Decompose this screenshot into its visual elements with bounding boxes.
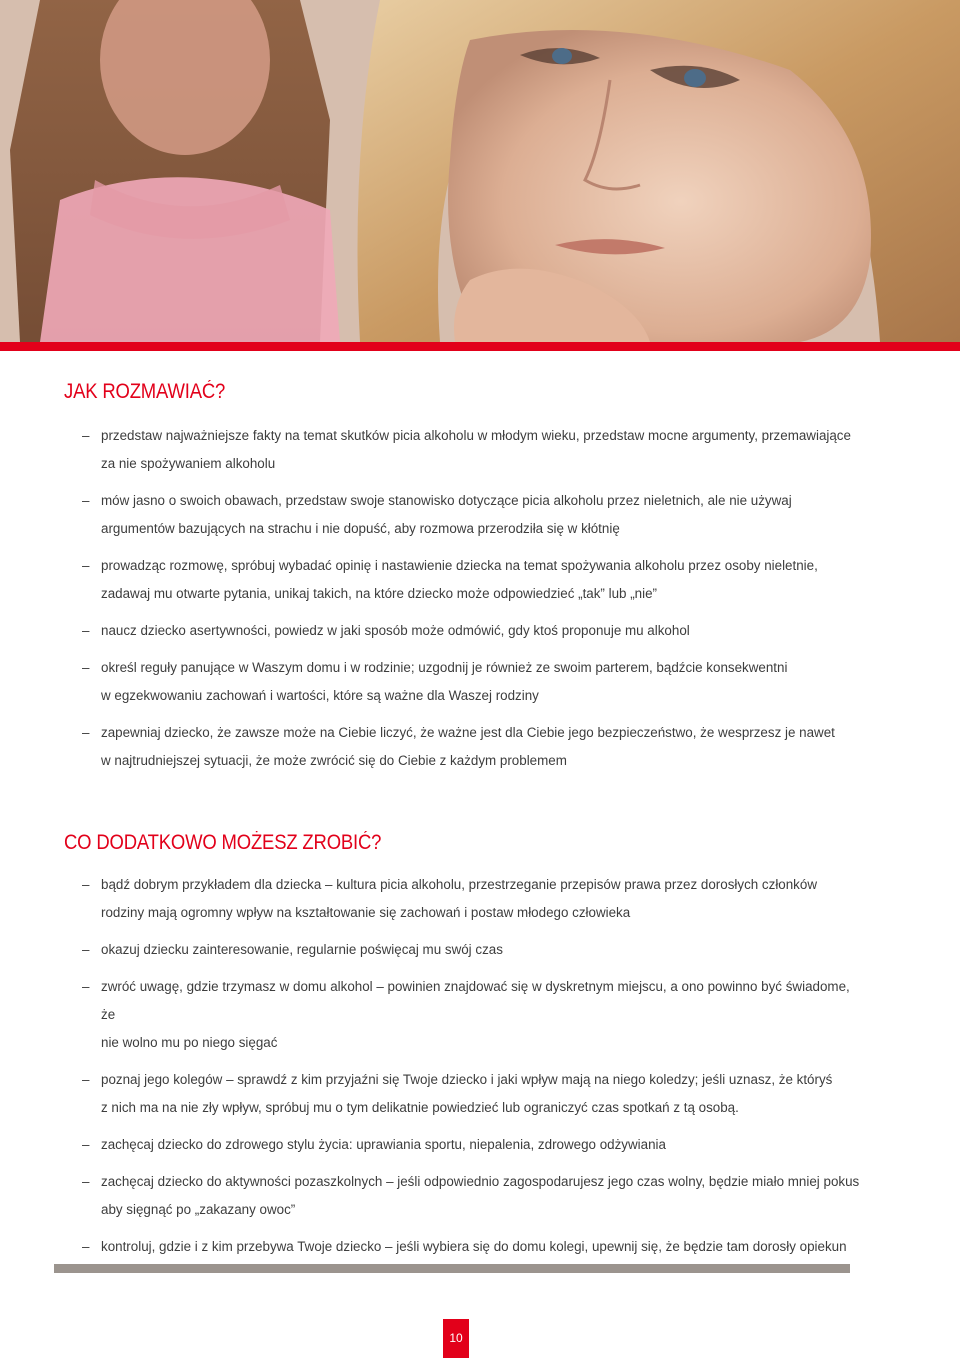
dash-bullet: – [82,428,90,443]
list-item: – poznaj jego kolegów – sprawdź z kim przyjaźni się Twoje dziecko i jaki wpływ mają na niego koledzy; jeśli uznasz, że któryś z nich ma na nie zły wpływ, spróbuj mu o tym delikatnie powiedzieć lub ograniczyć czas spotkań z tą osobą. [0,1066,861,1122]
background-girl-shirt [40,177,340,342]
dash-bullet: – [82,725,90,740]
dash-bullet: – [82,660,90,675]
hero-photo [0,0,960,342]
list-item: – przedstaw najważniejsze fakty na temat skutków picia alkoholu w młodym wieku, przedstaw mocne argumenty, przemawiające za nie spożywaniem alkoholu [0,422,861,478]
list-item: – kontroluj, gdzie i z kim przebywa Twoje dziecko – jeśli wybiera się do domu kolegi, upewnij się, że będzie tam dorosły opiekun [0,1233,861,1261]
footer-divider [54,1264,850,1273]
dash-bullet: – [82,623,90,638]
dash-bullet: – [82,877,90,892]
how-to-talk-list [0,422,861,775]
dash-bullet: – [82,942,90,957]
dash-bullet: – [82,979,90,994]
list-item: – określ reguły panujące w Waszym domu i w rodzinie; uzgodnij je również ze swoim parterem, bądźcie konsekwentni w egzekwowaniu zachowań i wartości, które są ważne dla Waszej rodziny [0,654,861,710]
dash-bullet: – [82,558,90,573]
page-number: 10 [443,1319,469,1358]
dash-bullet: – [82,1174,90,1189]
section-title-how-to-talk: JAK ROZMAWIAĆ? [64,380,226,403]
what-else-list [0,871,861,1261]
accent-bar [0,342,960,351]
dash-bullet: – [82,1239,90,1254]
list-item: – zachęcaj dziecko do aktywności pozaszkolnych – jeśli odpowiednio zagospodarujesz jego czas wolny, będzie miało mniej pokus aby sięgnąć po „zakazany owoc” [0,1168,861,1224]
list-item: – zwróć uwagę, gdzie trzymasz w domu alkohol – powinien znajdować się w dyskretnym miejscu, a ono powinno być świadome, że nie wolno mu po niego sięgać [0,973,861,1057]
dash-bullet: – [82,1137,90,1152]
section-title-what-else: CO DODATKOWO MOŻESZ ZROBIĆ? [64,831,382,854]
list-item: – prowadząc rozmowę, spróbuj wybadać opinię i nastawienie dziecka na temat spożywania alkoholu przez osoby nieletnie, zadawaj mu otwarte pytania, unikaj takich, na które dziecko może odpowiedzieć „tak” lub „nie” [0,552,861,608]
list-item: – zapewniaj dziecko, że zawsze może na Ciebie liczyć, że ważne jest dla Ciebie jego bezpieczeństwo, że wesprzesz je nawet w najtrudniejszej sytuacji, że może zwrócić się do Ciebie z każdym problemem [0,719,861,775]
hero-illustration [0,0,960,342]
dash-bullet: – [82,1072,90,1087]
list-item: – zachęcaj dziecko do zdrowego stylu życia: uprawiania sportu, niepalenia, zdrowego odżywiania [0,1131,861,1159]
list-item: – bądź dobrym przykładem dla dziecka – kultura picia alkoholu, przestrzeganie przepisów prawa przez dorosłych członków rodziny mają ogromny wpływ na kształtowanie się zachowań i postaw młodego człowieka [0,871,861,927]
list-item: – okazuj dziecku zainteresowanie, regularnie poświęcaj mu swój czas [0,936,861,964]
list-item: – naucz dziecko asertywności, powiedz w jaki sposób może odmówić, gdy ktoś proponuje mu alkohol [0,617,861,645]
dash-bullet: – [82,493,90,508]
list-item: – mów jasno o swoich obawach, przedstaw swoje stanowisko dotyczące picia alkoholu przez nieletnich, ale nie używaj argumentów bazujących na strachu i nie dopuść, aby rozmowa przerodziła się w kłótnię [0,487,861,543]
